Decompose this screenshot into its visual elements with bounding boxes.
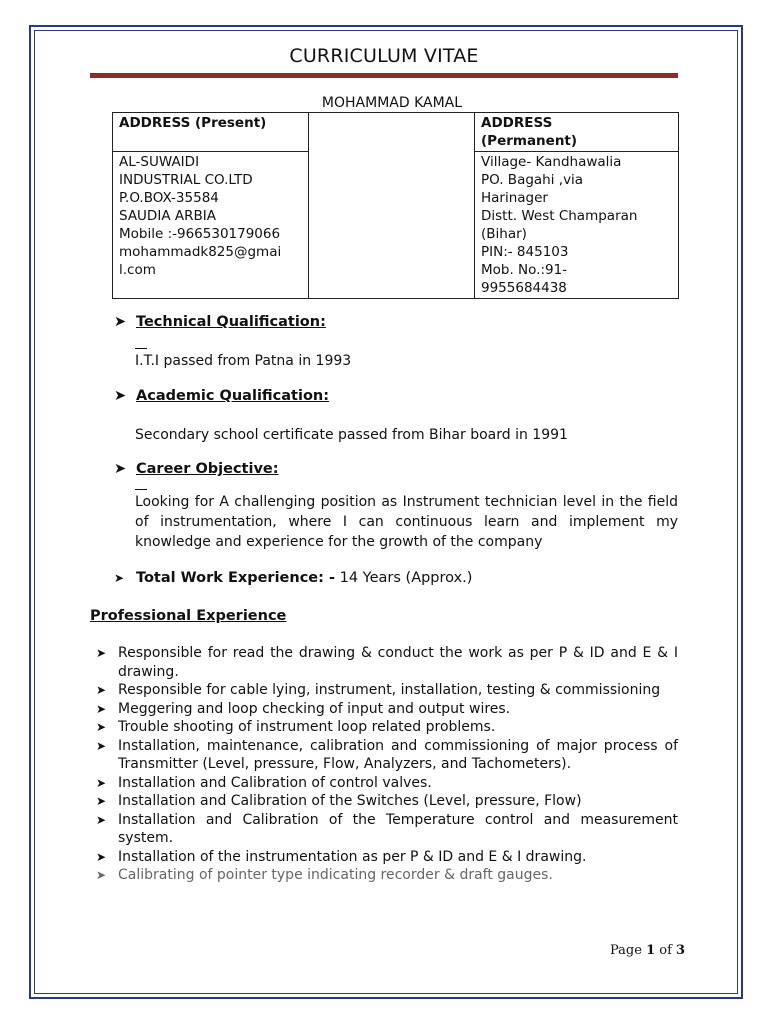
address-spacer-cell xyxy=(309,113,475,299)
address-table xyxy=(112,112,679,299)
arrow-bullet-icon: ➤ xyxy=(96,720,107,734)
academic-qualification-text: Secondary school certificate passed from Bihar board in 1991 xyxy=(135,427,568,443)
list-item: ➤ Installation and Calibration of control valves. xyxy=(96,774,432,791)
list-item: ➤ Installation of the instrumentation as per P & ID and E & I drawing. xyxy=(96,848,587,865)
arrow-bullet-icon: ➤ xyxy=(114,461,127,477)
arrow-bullet-icon: ➤ xyxy=(114,571,125,585)
list-item: ➤ Responsible for cable lying, instrument, installation, testing & commissioning xyxy=(96,682,661,698)
permanent-line: (Bihar) xyxy=(481,226,527,242)
technical-qualification-text: I.T.I passed from Patna in 1993 xyxy=(135,342,351,371)
permanent-line: PO. Bagahi ,via xyxy=(481,172,584,188)
permanent-mobile-part2: 9955684438 xyxy=(481,280,567,296)
candidate-name: MOHAMMAD KAMAL xyxy=(321,95,463,111)
list-item: ➤ Responsible for read the drawing & conduct the work as per P & ID and E & I drawing. xyxy=(96,645,678,680)
list-item: ➤ Installation and Calibration of the Temperature control and measurement system. xyxy=(96,811,678,846)
present-mobile: Mobile :-966530179066 xyxy=(119,226,281,242)
present-address-header: ADDRESS (Present) xyxy=(113,113,309,152)
academic-qualification-heading: ➤ Academic Qualification: xyxy=(114,388,330,404)
permanent-line: Village- Kandhawalia xyxy=(481,154,622,170)
list-item: ➤ Meggering and loop checking of input and output wires. xyxy=(96,700,511,717)
career-objective-text: Looking for A challenging position as Instrument technician level in the field of instrumentation, where I can continuous learn and implement my knowledge and experience for the growth of the company xyxy=(135,483,678,552)
permanent-header-line2: (Permanent) xyxy=(481,133,578,149)
permanent-line: Harinager xyxy=(481,190,548,206)
arrow-bullet-icon: ➤ xyxy=(96,738,107,753)
underscore-mark xyxy=(135,483,147,490)
underscore-mark xyxy=(135,342,147,349)
arrow-bullet-icon: ➤ xyxy=(96,812,107,827)
technical-qualification-heading: ➤ Technical Qualification: xyxy=(114,314,326,330)
present-line: INDUSTRIAL CO.LTD xyxy=(119,172,253,188)
permanent-address xyxy=(475,152,679,299)
permanent-line: Distt. West Champaran xyxy=(481,208,638,224)
list-item: ➤ Trouble shooting of instrument loop related problems. xyxy=(96,719,496,735)
professional-experience-list xyxy=(96,644,678,885)
permanent-header-line1: ADDRESS xyxy=(481,115,553,131)
list-item: ➤ Installation and Calibration of the Switches (Level, pressure, Flow) xyxy=(96,793,582,809)
document-title: CURRICULUM VITAE xyxy=(289,45,479,67)
permanent-address-header xyxy=(475,113,679,152)
present-line: SAUDIA ARBIA xyxy=(119,208,216,224)
address-header-row xyxy=(113,113,679,152)
total-pages: 3 xyxy=(676,943,686,958)
present-address xyxy=(113,152,309,299)
arrow-bullet-icon: ➤ xyxy=(96,794,107,808)
list-item: ➤ Installation, maintenance, calibration and commissioning of major process of Transmitter (Level, pressure, Flow, Analyzers, and Tachometers). xyxy=(96,737,678,772)
arrow-bullet-icon: ➤ xyxy=(96,683,107,697)
total-work-experience xyxy=(114,570,472,586)
current-page: 1 xyxy=(646,943,656,958)
arrow-bullet-icon: ➤ xyxy=(114,314,127,330)
professional-experience-heading: Professional Experience xyxy=(90,608,287,624)
page-number: Page 1 of 3 xyxy=(610,943,686,958)
arrow-bullet-icon: ➤ xyxy=(96,775,107,790)
present-line: P.O.BOX-35584 xyxy=(119,190,219,206)
present-email-part2: l.com xyxy=(119,262,156,278)
total-work-experience-label: Total Work Experience: - xyxy=(136,570,335,586)
list-item: ➤ Calibrating of pointer type indicating recorder & draft gauges. xyxy=(96,867,553,883)
arrow-bullet-icon: ➤ xyxy=(96,868,107,882)
career-objective-heading: ➤ Career Objective: xyxy=(114,461,279,477)
arrow-bullet-icon: ➤ xyxy=(96,701,107,716)
arrow-bullet-icon: ➤ xyxy=(96,646,107,660)
present-email-part1: mohammadk825@gmai xyxy=(119,244,282,260)
permanent-mobile-part1: Mob. No.:91- xyxy=(481,262,568,278)
present-line: AL-SUWAIDI xyxy=(119,154,200,170)
title-rule xyxy=(90,73,678,78)
permanent-pin: PIN:- 845103 xyxy=(481,244,569,260)
total-work-experience-value: 14 Years (Approx.) xyxy=(335,570,473,586)
arrow-bullet-icon: ➤ xyxy=(114,388,127,404)
arrow-bullet-icon: ➤ xyxy=(96,849,107,864)
